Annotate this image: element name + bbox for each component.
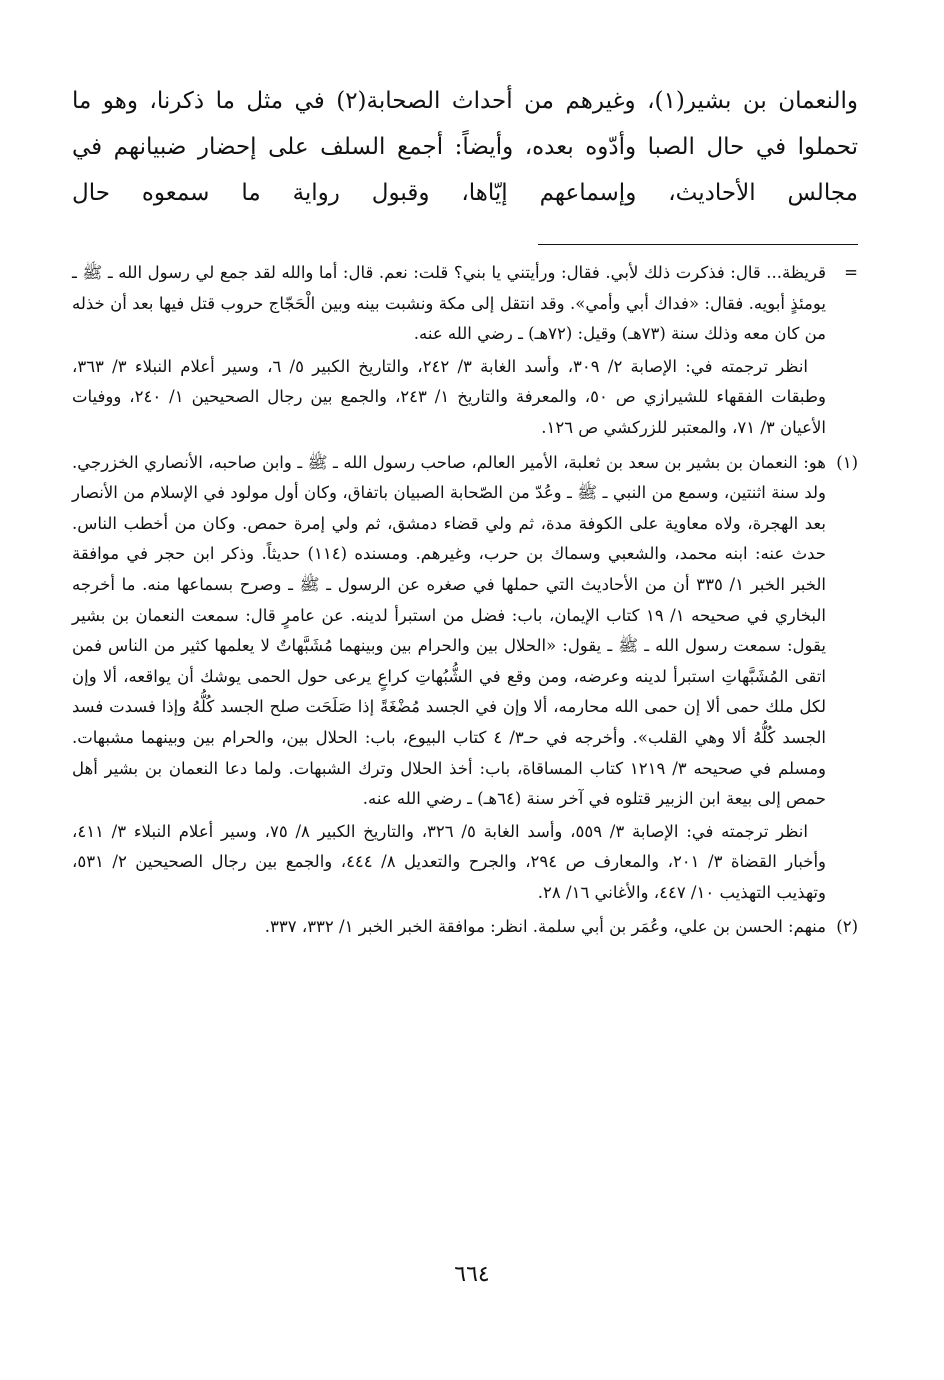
- footnote-references: انظر ترجمته في: الإصابة ٢/ ٣٠٩، وأسد الغابة ٣/ ٢٤٢، والتاريخ الكبير ٥/ ٦، وسير أعلام النبلاء ٣/ ٣٦٣، وطبقات الفقهاء للشيرازي ص ٥٠، والمعرفة والتاريخ ١/ ٢٤٣، والجمع بين رجال الصحيحين ١/ ٢٤٠، ووفيات الأعيان ٣/ ٧١، والمعتبر للزركشي ص ١٢٦.: [72, 356, 827, 437]
- main-text: [72, 78, 858, 216]
- footnote-mark: (٢): [836, 917, 858, 937]
- page-number: ٦٦٤: [454, 1262, 490, 1287]
- footnote-2: [72, 912, 858, 943]
- footnote-continued: [72, 258, 858, 444]
- main-paragraph: والنعمان بن بشير(١)، وغيرهم من أحداث الصحابة(٢) في مثل ما ذكرنا، وهو ما تحملوا في حال الصبا وأدّوه بعده، وأيضاً: أجمع السلف على إحضار ضبيانهم في مجالس الأحاديث، وإسماعهم إيّاها، وقبول رواية ما سمعوه حال: [72, 88, 859, 206]
- footnote-mark: (١): [836, 452, 858, 472]
- footnote-paragraph: منهم: الحسن بن علي، وعُمَر بن أبي سلمة. انظر: موافقة الخبر الخبر ١/ ٣٣٢، ٣٣٧.: [264, 917, 826, 937]
- footnote-1: [72, 448, 858, 909]
- footnote-references: انظر ترجمته في: الإصابة ٣/ ٥٥٩، وأسد الغابة ٥/ ٣٢٦، والتاريخ الكبير ٨/ ٧٥، وسير أعلام النبلاء ٣/ ٤١١، وأخبار القضاة ٣/ ٢٠١، والمعارف ص ٢٩٤، والجرح والتعديل ٨/ ٤٤٤، والجمع بين رجال الصحيحين ٢/ ٥٣١، وتهذيب التهذيب ١٠/ ٤٤٧، والأغاني ١٦/ ٢٨.: [72, 821, 827, 902]
- footnotes: [72, 258, 858, 943]
- footnote-mark: =: [844, 263, 858, 282]
- footnote-separator: [538, 244, 858, 245]
- footnote-paragraph: هو: النعمان بن بشير بن سعد بن ثعلبة، الأمير العالم، صاحب رسول الله ـ ﷺ ـ وابن صاحبه، الأنصاري الخزرجي. ولد سنة اثنتين، وسمع من النبي ـ ﷺ ـ وعُدّ من الصّحابة الصبيان باتفاق، وكان أول مولود في الإسلام من الأنصار بعد الهجرة، ولاه معاوية على الكوفة مدة، ثم ولي قضاء دمشق، ثم ولي إمرة حمص. وكان من أخطب الناس. حدث عنه: ابنه محمد، والشعبي وسماك بن حرب، وغيرهم. ومسنده (١١٤) حديثاً. وذكر ابن حجر في موافقة الخبر الخبر ١/ ٣٣٥ أن من الأحاديث التي حملها في صغره عن الرسول ـ ﷺ ـ وصرح بسماعها منه. ما أخرجه البخاري في صحيحه ١/ ١٩ كتاب الإيمان، باب: فضل من استبرأ لدينه. عن عامرٍ قال: سمعت النعمان بن بشير يقول: سمعت رسول الله ـ ﷺ ـ يقول: «الحلال بين والحرام بين وبينهما مُشَبَّهاتٌ لا يعلمها كثير من الناس فمن اتقى المُشَبَّهاتِ استبرأ لدينه وعرضه، ومن وقع في الشُّبُهاتِ كراعٍ يرعى حول الحمى يوشك أن يواقعه، ألا وإن لكل ملك حمى ألا إن حمى الله محارمه، ألا وإن في الجسد مُضْغَةً إذا صَلَحَت صلح الجسد كُلُّهُ وإذا فسدت فسد الجسد كُلُّهُ ألا وهي القلب». وأخرجه في حـ٣/ ٤ كتاب البيوع، باب: الحلال بين، والحرام بين وبينهما مشبهات. ومسلم في صحيحه ٣/ ١٢١٩ كتاب المساقاة، باب: أخذ الحلال وترك الشبهات. ولما دعا النعمان بن بشير أهل حمص إلى بيعة ابن الزبير قتلوه في آخر سنة (٦٤هـ) ـ رضي الله عنه.: [72, 452, 826, 809]
- footnote-paragraph: قريظة... قال: فذكرت ذلك لأبي. فقال: ورأيتني يا بني؟ قلت: نعم. قال: أما والله لقد جمع لي رسول الله ـ ﷺ ـ يومئذٍ أبويه. فقال: «فداك أبي وأمي». وقد انتقل إلى مكة ونشبت بينه وبين الْحَجّاج حروب قتل فيها بعد أن خذله من كان معه وذلك سنة (٧٣هـ) وقيل: (٧٢هـ) ـ رضي الله عنه.: [72, 263, 826, 344]
